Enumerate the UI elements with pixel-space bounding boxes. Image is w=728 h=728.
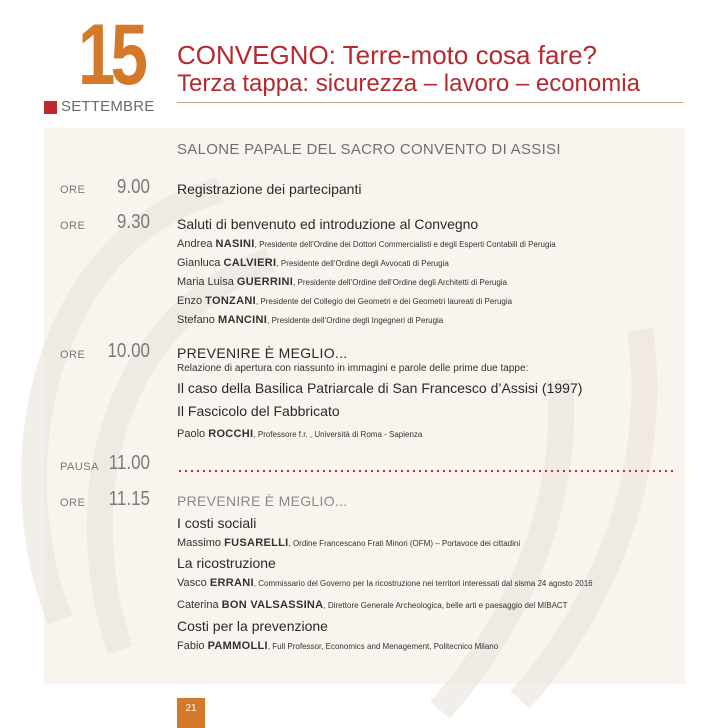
time-11-00: 11.00 bbox=[108, 452, 150, 474]
month-marker bbox=[44, 101, 57, 114]
speaker-row: Caterina BON VALSASSINA, Direttore Generale Archeologica, belle arti e paesaggio del MIBACT bbox=[177, 599, 568, 611]
speaker-row: Andrea NASINI, Presidente dell’Ordine dei Dottori Commercialisti e degli Esperti Contabili di Perugia bbox=[177, 238, 556, 250]
speaker-row: Massimo FUSARELLI, Ordine Francescano Frati Minori (OFM) – Portavoce dei cittadini bbox=[177, 537, 521, 549]
slot4-title: PREVENIRE È MEGLIO... bbox=[177, 493, 348, 509]
speaker-row: Maria Luisa GUERRINI, Presidente dell’Ordine dell’Ordine degli Architetti di Perugia bbox=[177, 276, 508, 288]
speaker-row: Gianluca CALVIERI, Presidente dell’Ordine degli Avvocati di Perugia bbox=[177, 257, 449, 269]
pausa-label: PAUSA bbox=[60, 461, 99, 473]
speaker-row: Enzo TONZANI, Presidente del Collegio dei Geometri e dei Geometri laureati di Perugia bbox=[177, 295, 513, 307]
time-9-00: 9.00 bbox=[116, 176, 150, 198]
speaker-row: Vasco ERRANI, Commissario del Governo per la ricostruzione nei territori interessati dal sisma 24 agosto 2016 bbox=[177, 577, 593, 589]
event-month: SETTEMBRE bbox=[61, 98, 155, 115]
slot3-item-2: Il Fascicolo del Fabbricato bbox=[177, 403, 340, 419]
ore-label: ORE bbox=[60, 497, 86, 509]
slot3-subtitle: Relazione di apertura con riassunto in immagini e parole delle prime due tappe: bbox=[177, 363, 529, 374]
time-11-15: 11.15 bbox=[108, 488, 150, 510]
slot3-title: PREVENIRE È MEGLIO... bbox=[177, 345, 348, 361]
time-9-30: 9.30 bbox=[116, 211, 150, 233]
slot3-item-1: Il caso della Basilica Patriarcale di San Francesco d’Assisi (1997) bbox=[177, 380, 583, 396]
slot1-title: Registrazione dei partecipanti bbox=[177, 181, 362, 197]
speaker-row: Fabio PAMMOLLI, Full Professor, Economics and Menagement, Politecnico Milano bbox=[177, 640, 499, 652]
pause-dotted-line bbox=[177, 470, 677, 472]
slot4-section-3: Costi per la prevenzione bbox=[177, 618, 328, 634]
slot4-section-2: La ricostruzione bbox=[177, 555, 276, 571]
ore-label: ORE bbox=[60, 220, 86, 232]
event-title: CONVEGNO: Terre-moto cosa fare? bbox=[177, 40, 597, 70]
speaker-row: Stefano MANCINI, Presidente dell’Ordine degli Ingegneri di Perugia bbox=[177, 314, 444, 326]
slot4-section-1: I costi sociali bbox=[177, 515, 257, 531]
ore-label: ORE bbox=[60, 184, 86, 196]
event-subtitle: Terza tappa: sicurezza – lavoro – economia bbox=[177, 70, 640, 97]
slot2-title: Saluti di benvenuto ed introduzione al Convegno bbox=[177, 216, 479, 232]
header-divider bbox=[177, 102, 683, 103]
event-day: 15 bbox=[78, 7, 144, 103]
time-10-00: 10.00 bbox=[107, 340, 150, 362]
ore-label: ORE bbox=[60, 349, 86, 361]
venue: SALONE PAPALE DEL SACRO CONVENTO DI ASSISI bbox=[177, 141, 561, 158]
speaker-row: Paolo ROCCHI, Professore f.r. , Università di Roma - Sapienza bbox=[177, 428, 423, 440]
page-number: 21 bbox=[177, 698, 205, 728]
